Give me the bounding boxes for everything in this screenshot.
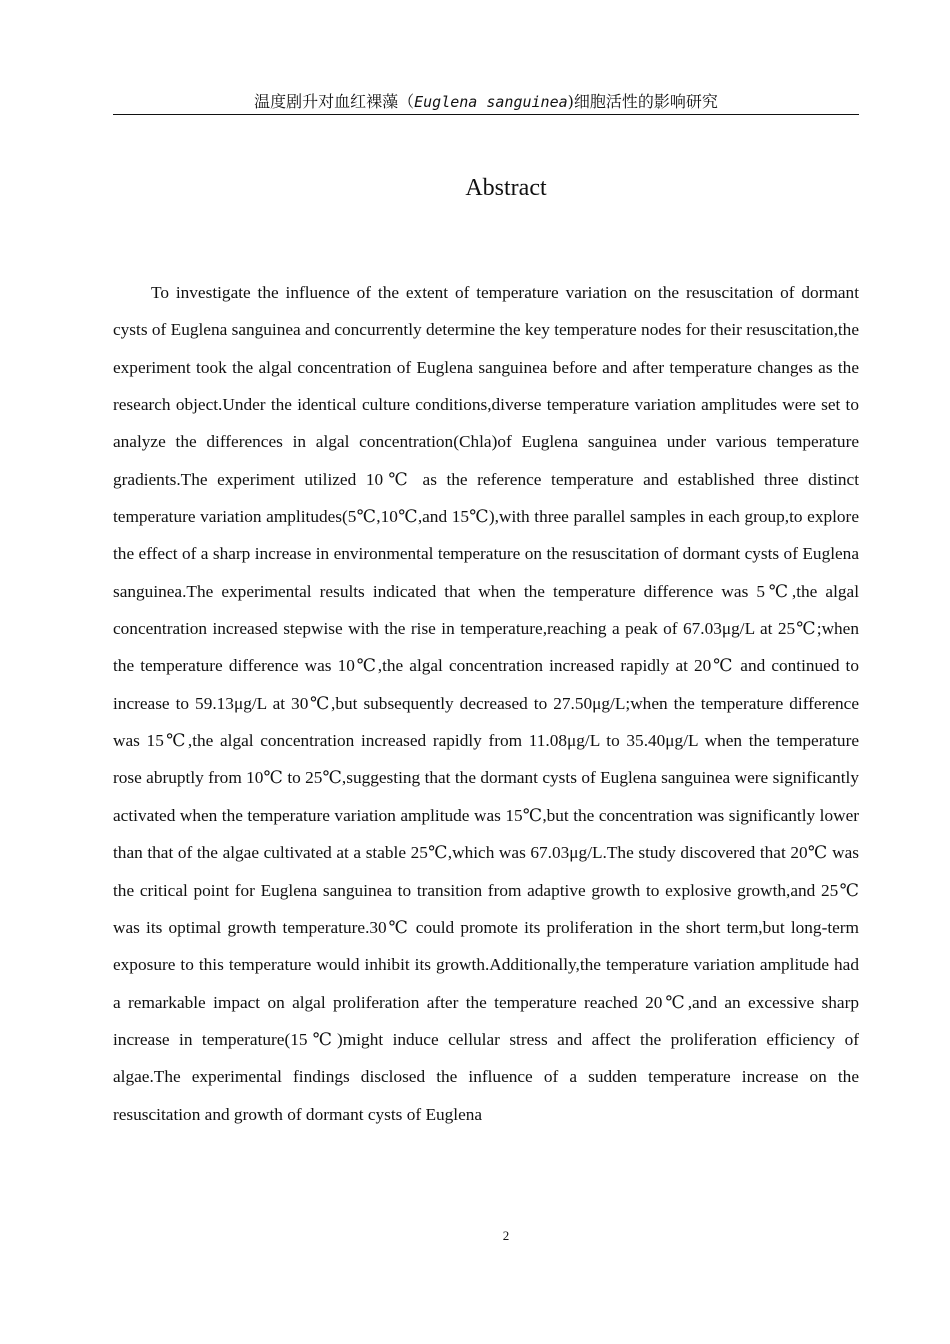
header-species-name: Euglena sanguinea bbox=[414, 93, 568, 111]
header-title-suffix: )细胞活性的影响研究 bbox=[567, 92, 718, 111]
header-title-prefix: 温度剧升对血红裸藻（ bbox=[254, 92, 415, 111]
running-header bbox=[113, 90, 859, 115]
abstract-body: To investigate the influence of the extent of temperature variation on the resuscitation of dormant cysts of Euglena sanguinea and concurrently determine the key temperature nodes for their resuscitation,the experiment took the algal concentration of Euglena sanguinea before and after temperature changes as the research object.Under the identical culture conditions,diverse temperature variation amplitudes were set to analyze the differences in algal concentration(Chla)of Euglena sanguinea under various temperature gradients.The experiment utilized 10℃ as the reference temperature and established three distinct temperature variation amplitudes(5℃,10℃,and 15℃),with three parallel samples in each group,to explore the effect of a sharp increase in environmental temperature on the resuscitation of dormant cysts of Euglena sanguinea.The experimental results indicated that when the temperature difference was 5℃,the algal concentration increased stepwise with the rise in temperature,reaching a peak of 67.03μg/L at 25℃;when the temperature difference was 10℃,the algal concentration increased rapidly at 20℃ and continued to increase to 59.13μg/L at 30℃,but subsequently decreased to 27.50μg/L;when the temperature difference was 15℃,the algal concentration increased rapidly from 11.08μg/L to 35.40μg/L when the temperature rose abruptly from 10℃ to 25℃,suggesting that the dormant cysts of Euglena sanguinea were significantly activated when the temperature variation amplitude was 15℃,but the concentration was significantly lower than that of the algae cultivated at a stable 25℃,which was 67.03μg/L.The study discovered that 20℃ was the critical point for Euglena sanguinea to transition from adaptive growth to explosive growth,and 25℃ was its optimal growth temperature.30℃ could promote its proliferation in the short term,but long-term exposure to this temperature would inhibit its growth.Additionally,the temperature variation amplitude had a remarkable impact on algal proliferation after the temperature reached 20℃,and an excessive sharp increase in temperature(15℃)might induce cellular stress and affect the proliferation efficiency of algae.The experimental findings disclosed the influence of a sudden temperature increase on the resuscitation and growth of dormant cysts of Euglena bbox=[113, 283, 859, 1124]
abstract-heading: Abstract bbox=[465, 175, 547, 201]
page-number: 2 bbox=[502, 1228, 510, 1243]
